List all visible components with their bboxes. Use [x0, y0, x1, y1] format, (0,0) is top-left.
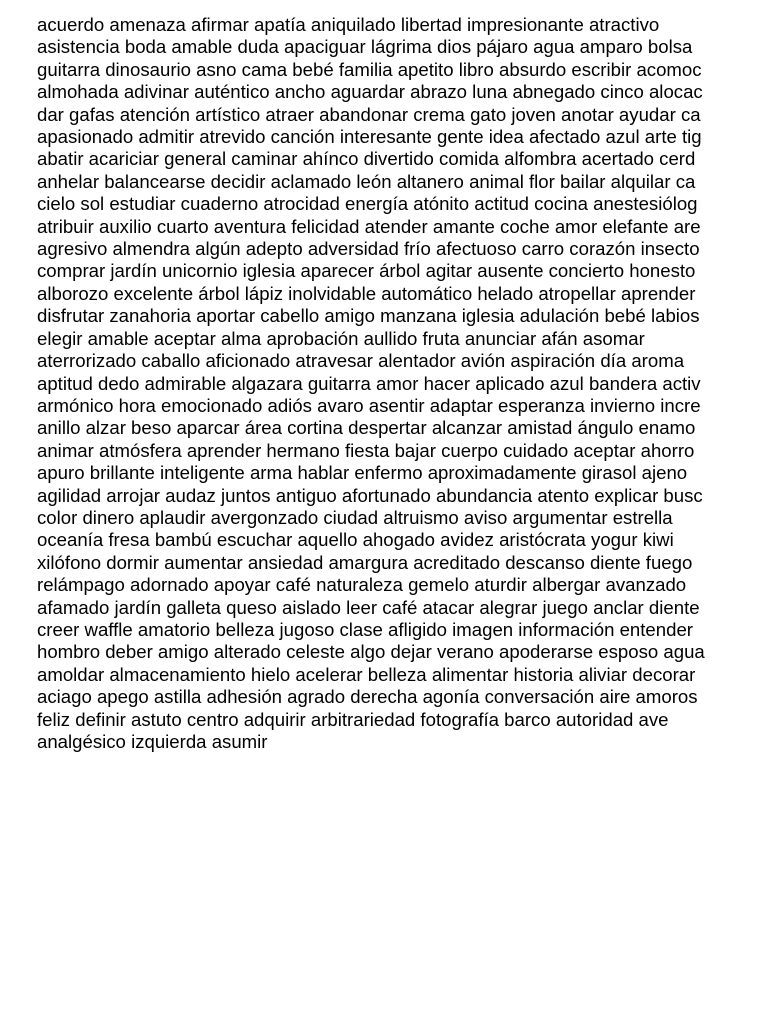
text-line-22: agilidad arrojar audaz juntos antiguo afortunado abundancia atento explicar busc: [37, 484, 703, 506]
text-line-23: color dinero aplaudir avergonzado ciudad altruismo aviso argumentar estrella: [37, 506, 673, 528]
text-line-3: guitarra dinosaurio asno cama bebé familia apetito libro absurdo escribir acomoc: [37, 58, 702, 80]
text-line-24: oceanía fresa bambú escuchar aquello ahogado avidez aristócrata yogur kiwi: [37, 529, 674, 551]
text-line-5: dar gafas atención artístico atraer abandonar crema gato joven anotar ayudar ca: [37, 103, 701, 125]
text-line-14: disfrutar zanahoria aportar cabello amigo manzana iglesia adulación bebé labios: [37, 305, 700, 327]
text-line-4: almohada adivinar auténtico ancho aguardar abrazo luna abnegado cinco alocac: [37, 81, 703, 103]
text-line-18: armónico hora emocionado adiós avaro asentir adaptar esperanza invierno incre: [37, 394, 701, 416]
text-line-2: asistencia boda amable duda apaciguar lágrima dios pájaro agua amparo bolsa: [37, 36, 693, 58]
text-line-7: abatir acariciar general caminar ahínco divertido comida alfombra acertado cerd: [37, 148, 696, 170]
text-line-15: elegir amable aceptar alma aprobación aullido fruta anunciar afán asomar: [37, 327, 645, 349]
text-line-28: creer waffle amatorio belleza jugoso clase afligido imagen información entender: [37, 618, 693, 640]
text-line-21: apuro brillante inteligente arma hablar enfermo aproximadamente girasol ajeno: [37, 462, 688, 484]
text-line-11: agresivo almendra algún adepto adversidad frío afectuoso carro corazón insecto: [37, 238, 700, 260]
text-line-27: afamado jardín galleta queso aislado leer café atacar alegrar juego anclar diente: [37, 596, 700, 618]
text-line-1: acuerdo amenaza afirmar apatía aniquilado libertad impresionante atractivo: [37, 14, 660, 35]
text-line-19: anillo alzar beso aparcar área cortina despertar alcanzar amistad ángulo enamo: [37, 417, 696, 439]
text-line-33: analgésico izquierda asumir: [37, 731, 268, 752]
text-line-31: aciago apego astilla adhesión agrado derecha agonía conversación aire amoros: [37, 686, 698, 708]
text-line-32: feliz definir astuto centro adquirir arbitrariedad fotografía barco autoridad ave: [37, 708, 669, 730]
text-line-17: aptitud dedo admirable algazara guitarra amor hacer aplicado azul bandera activ: [37, 372, 701, 394]
text-line-13: alborozo excelente árbol lápiz inolvidable automático helado atropellar aprender: [37, 282, 696, 304]
text-line-26: relámpago adornado apoyar café naturaleza gemelo aturdir albergar avanzado: [37, 574, 687, 596]
text-line-30: amoldar almacenamiento hielo acelerar belleza alimentar historia aliviar decorar: [37, 663, 696, 685]
text-line-6: apasionado admitir atrevido canción interesante gente idea afectado azul arte tig: [37, 126, 702, 148]
text-line-12: comprar jardín unicornio iglesia aparecer árbol agitar ausente concierto honesto: [37, 260, 696, 282]
text-line-16: aterrorizado caballo aficionado atravesar alentador avión aspiración día aroma: [37, 350, 685, 372]
text-line-9: cielo sol estudiar cuaderno atrocidad energía atónito actitud cocina anestesiólog: [37, 193, 698, 215]
text-line-29: hombro deber amigo alterado celeste algo dejar verano apoderarse esposo agua: [37, 641, 705, 663]
text-line-10: atribuir auxilio cuarto aventura felicidad atender amante coche amor elefante are: [37, 215, 701, 237]
text-line-8: anhelar balancearse decidir aclamado león altanero animal flor bailar alquilar ca: [37, 170, 696, 192]
text-line-25: xilófono dormir aumentar ansiedad amargura acreditado descanso diente fuego: [37, 551, 693, 573]
text-line-20: animar atmósfera aprender hermano fiesta bajar cuerpo cuidado aceptar ahorro: [37, 439, 695, 461]
document-body: [37, 14, 768, 753]
